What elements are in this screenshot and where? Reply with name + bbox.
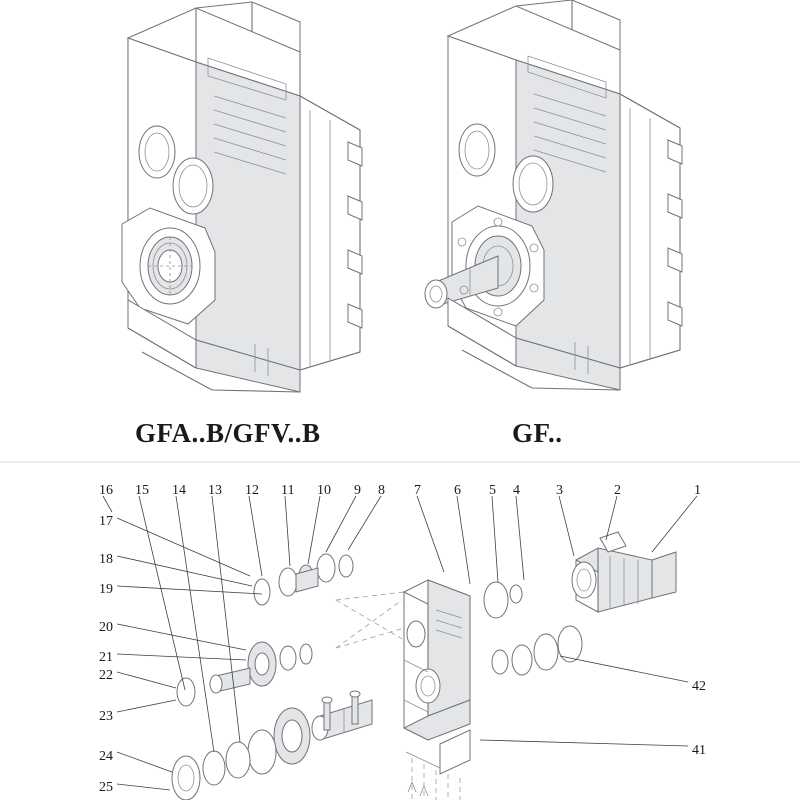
callout-number: 14 — [172, 483, 186, 498]
callout-number: 1 — [694, 483, 701, 498]
callout-number: 10 — [317, 483, 331, 498]
exploded-assembly — [103, 496, 697, 800]
view-gfab-outline — [122, 2, 362, 392]
callout-number: 11 — [281, 483, 295, 498]
callout-number: 6 — [454, 483, 461, 498]
callout-number: 5 — [489, 483, 496, 498]
callout-number: 19 — [99, 582, 113, 597]
callout-number: 24 — [99, 749, 113, 764]
part-bearings-top — [254, 554, 353, 605]
callout-number: 20 — [99, 620, 113, 635]
callout-number: 23 — [99, 709, 113, 724]
callout-number: 8 — [378, 483, 385, 498]
leader-lines-right — [480, 656, 688, 746]
part-gear-middle-left — [177, 642, 312, 706]
caption-gf: GF.. — [512, 418, 563, 448]
callout-number: 15 — [135, 483, 149, 498]
callout-number: 42 — [692, 679, 706, 694]
callout-number: 2 — [614, 483, 621, 498]
callout-number: 41 — [692, 743, 706, 758]
callout-number: 21 — [99, 650, 113, 665]
callout-number: 17 — [99, 514, 113, 529]
part-output-shaft — [172, 700, 372, 800]
leader-lines-top — [103, 496, 697, 752]
callout-number: 18 — [99, 552, 113, 567]
part-housing — [404, 580, 470, 774]
callout-number: 4 — [513, 483, 520, 498]
view-gf-outline — [425, 0, 682, 390]
part-rings-right — [484, 582, 582, 675]
callout-number: 7 — [414, 483, 421, 498]
callout-number: 13 — [208, 483, 222, 498]
callout-number: 3 — [556, 483, 563, 498]
callout-number: 22 — [99, 668, 113, 683]
callout-number: 9 — [354, 483, 361, 498]
callout-number: 16 — [99, 483, 113, 498]
part-motor-adapter — [572, 532, 676, 612]
callout-number: 25 — [99, 780, 113, 795]
callout-number: 12 — [245, 483, 259, 498]
caption-gfab: GFA..B/GFV..B — [135, 418, 321, 448]
